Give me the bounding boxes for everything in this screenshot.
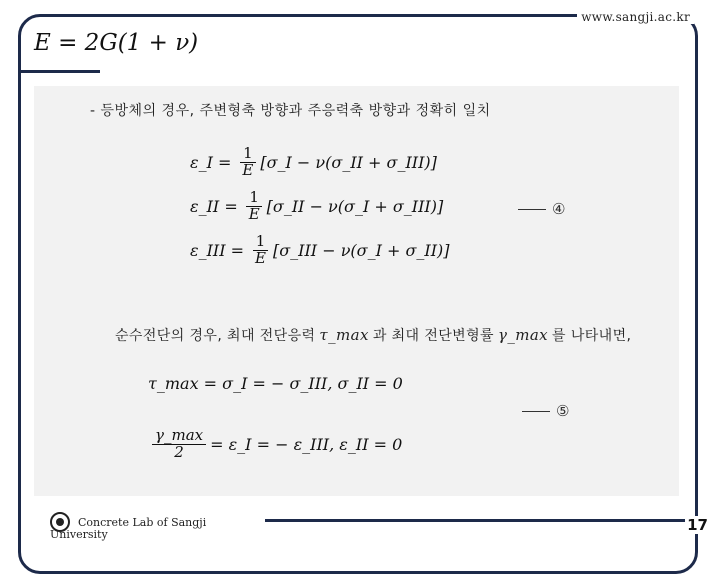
fraction-denominator: E (255, 248, 266, 267)
footer-lab-name-cont: University (50, 528, 108, 541)
isotropic-bullet: - 등방체의 경우, 주변형축 방향과 주응력축 방향과 정확히 일치 (90, 103, 491, 119)
shear-text-part1: 순수전단의 경우, 최대 전단응력 (115, 328, 316, 344)
fraction-numerator: 1 (253, 234, 269, 251)
equation-rhs: = ε_I = − ε_III, ε_II = 0 (210, 434, 403, 454)
equation-lhs: ε_III = (190, 240, 245, 260)
fraction (246, 190, 263, 223)
gamma-max-symbol: γ_max (497, 326, 549, 344)
shear-description (115, 325, 631, 345)
equation-marker-5 (522, 402, 569, 420)
marker-dash (518, 209, 546, 210)
shear-text-part3: 를 나타내면, (552, 328, 632, 344)
equation-lhs: ε_I = (190, 152, 232, 172)
fraction-numerator: 1 (246, 190, 262, 207)
shear-stress-equation: τ_max = σ_I = − σ_III, σ_II = 0 (148, 374, 403, 393)
equation-marker-4 (518, 200, 565, 218)
fraction-numerator: 1 (240, 146, 256, 163)
shear-strain-equation (148, 428, 402, 461)
fraction-numerator: γ_max (152, 428, 206, 445)
tau-max-symbol: τ_max (319, 326, 369, 344)
fraction (252, 234, 269, 267)
shear-text-part2: 과 최대 전단변형률 (372, 328, 494, 344)
site-url: www.sangji.ac.kr (577, 10, 694, 24)
fraction (152, 428, 206, 461)
fraction-denominator: E (248, 204, 260, 223)
footer-lab-name: Concrete Lab of Sangji (78, 516, 207, 529)
strain-equation-3 (190, 234, 450, 267)
equation-rhs: [σ_II − ν(σ_I + σ_III)] (266, 196, 444, 216)
page-number: 17 (687, 516, 708, 534)
title-equation: E = 2G(1 + ν) (34, 30, 199, 56)
equation-rhs: [σ_I − ν(σ_II + σ_III)] (260, 152, 437, 172)
footer-rule (265, 519, 685, 522)
marker-dash (522, 411, 550, 412)
fraction-denominator: E (242, 160, 254, 179)
strain-equation-2 (190, 190, 443, 223)
fraction-denominator: 2 (174, 442, 184, 461)
marker-label: ⑤ (556, 402, 570, 420)
equation-lhs: ε_II = (190, 196, 238, 216)
fraction (239, 146, 256, 179)
marker-label: ④ (552, 200, 566, 218)
equation-rhs: [σ_III − ν(σ_I + σ_II)] (273, 240, 450, 260)
strain-equation-1 (190, 146, 437, 179)
title-underline (18, 70, 100, 73)
